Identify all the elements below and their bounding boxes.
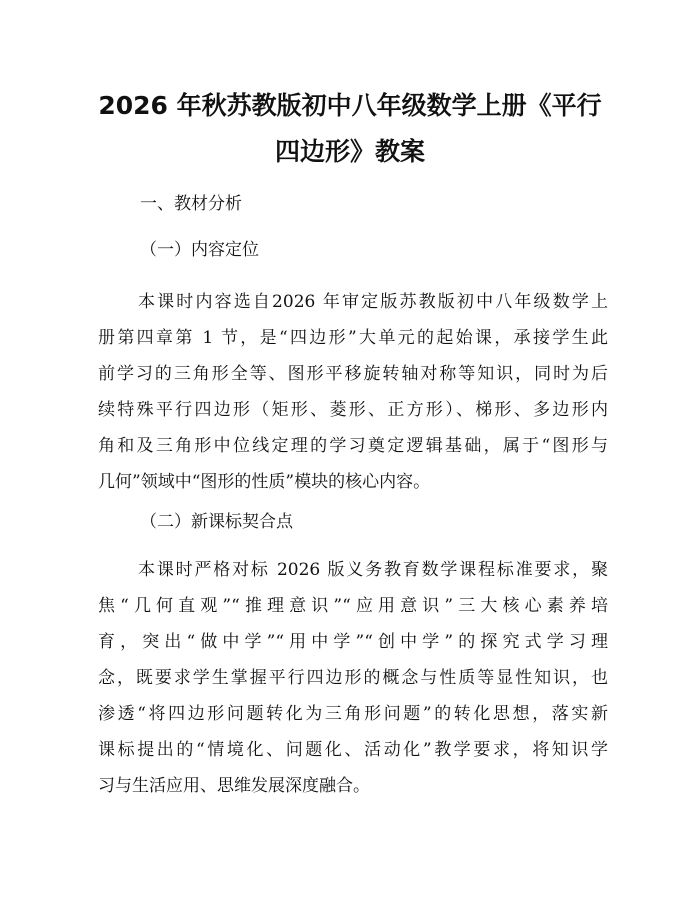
subsection-heading-content-positioning: （一）内容定位 — [140, 240, 259, 260]
section-heading-textbook-analysis: 一、教材分析 — [140, 194, 242, 214]
paragraph-content-positioning — [98, 284, 608, 500]
paragraph-line: 习与生活应用、思维发展深度融合。 — [98, 776, 370, 796]
paragraph-line: 课标提出的“情境化、问题化、活动化”教学要求，将知识学 — [98, 740, 608, 760]
paragraph-line: 本课时严格对标 2026 版义务教育数学课程标准要求，聚 — [138, 560, 608, 580]
paragraph-line: 育，突出“做中学”“用中学”“创中学”的探究式学习理 — [98, 632, 608, 652]
subsection-heading-curriculum-standards: （二）新课标契合点 — [140, 512, 293, 532]
paragraph-line: 念，既要求学生掌握平行四边形的概念与性质等显性知识，也 — [98, 668, 608, 688]
paragraph-line: 册第四章第 1 节，是“四边形”大单元的起始课，承接学生此 — [98, 328, 608, 348]
paragraph-line: 续特殊平行四边形（矩形、菱形、正方形）、梯形、多边形内 — [98, 400, 608, 420]
paragraph-line: 焦“几何直观”“推理意识”“应用意识”三大核心素养培 — [98, 596, 608, 616]
paragraph-curriculum-standards — [98, 552, 608, 804]
paragraph-line: 角和及三角形中位线定理的学习奠定逻辑基础，属于“图形与 — [98, 436, 608, 456]
paragraph-line: 渗透“将四边形问题转化为三角形问题”的转化思想，落实新 — [98, 704, 608, 724]
paragraph-line: 几何”领域中“图形的性质”模块的核心内容。 — [98, 472, 431, 492]
document-title-line-2: 四边形》教案 — [274, 137, 425, 166]
paragraph-line: 前学习的三角形全等、图形平移旋转轴对称等知识，同时为后 — [98, 364, 608, 384]
paragraph-line: 本课时内容选自2026 年审定版苏教版初中八年级数学上 — [138, 292, 608, 312]
document-title-line-1: 2026 年秋苏教版初中八年级数学上册《平行 — [98, 91, 602, 120]
